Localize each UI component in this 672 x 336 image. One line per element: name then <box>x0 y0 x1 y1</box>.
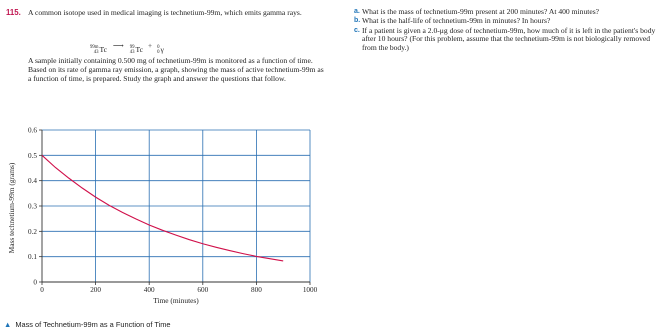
reactant-atomic: 43 <box>93 50 99 55</box>
nuclear-equation <box>90 41 164 55</box>
product2-symbol: γ <box>160 45 164 55</box>
decay-curve-line <box>42 155 283 261</box>
question-intro: A common isotope used in medical imaging is technetium-99m, which emits gamma rays. <box>28 8 302 17</box>
product1-atomic: 43 <box>129 50 135 55</box>
x-axis-label: Time (minutes) <box>153 296 199 305</box>
y-tick-label: 0.4 <box>28 177 37 186</box>
decay-chart <box>0 124 330 314</box>
y-tick-label: 0 <box>33 278 37 287</box>
caption-triangle-icon: ▲ <box>4 320 12 329</box>
figure-caption <box>4 320 170 329</box>
reactant-symbol: Tc <box>99 45 108 55</box>
y-tick-label: 0.5 <box>28 151 37 160</box>
part-a-label: a. <box>354 8 360 15</box>
question-number: 115. <box>6 8 21 17</box>
question-paragraph: A sample initially containing 0.500 mg of technetium-99m is monitored as a function of time. Based on its rate of gamma ray emission, a graph, showing the mass of active technetium-99m as a function of time, is prepared. Study the graph and answer the questions that follow. <box>28 56 324 84</box>
product1-mass: 99 <box>129 45 135 50</box>
y-tick-label: 0.1 <box>28 253 37 262</box>
x-tick-label: 800 <box>251 286 262 294</box>
reactant-mass: 99m <box>90 45 99 50</box>
part-b-label: b. <box>354 17 361 25</box>
y-tick-label: 0.3 <box>28 202 37 211</box>
part-c <box>354 27 666 53</box>
part-a-text: What is the mass of technetium-99m present at 200 minutes? At 400 minutes? <box>362 7 600 16</box>
part-b-text: What is the half-life of technetium-99m in minutes? In hours? <box>362 16 551 26</box>
part-c-text: If a patient is given a 2.0-μg dose of technetium-99m, how much of it is left in the patient's body after 10 hours? (For this problem, assume that the technetium-99m is not biologically removed from the body.) <box>362 25 656 53</box>
x-tick-label: 1000 <box>302 286 318 294</box>
reaction-arrow: ⟶ <box>112 41 124 50</box>
y-tick-label: 0.6 <box>28 126 37 135</box>
product2-mass: 0 <box>157 45 160 50</box>
y-tick-label: 0.2 <box>28 227 37 236</box>
product1-isotope <box>130 45 143 55</box>
x-tick-label: 0 <box>40 286 44 294</box>
product1-symbol: Tc <box>135 45 143 55</box>
x-tick-label: 200 <box>90 286 101 294</box>
x-tick-label: 600 <box>197 286 209 294</box>
product2-isotope <box>157 45 164 55</box>
caption-text: Mass of Technetium-99m as a Function of Time <box>15 320 171 329</box>
reactant-isotope <box>90 45 107 55</box>
decay-chart-svg <box>0 124 330 314</box>
x-tick-label: 400 <box>143 286 155 294</box>
plus-sign: + <box>147 41 153 50</box>
product2-atomic: 0 <box>157 50 160 55</box>
question-parts <box>354 8 666 53</box>
part-c-label: c. <box>354 26 360 34</box>
y-axis-label: Mass technetium-99m (grams) <box>7 162 16 254</box>
